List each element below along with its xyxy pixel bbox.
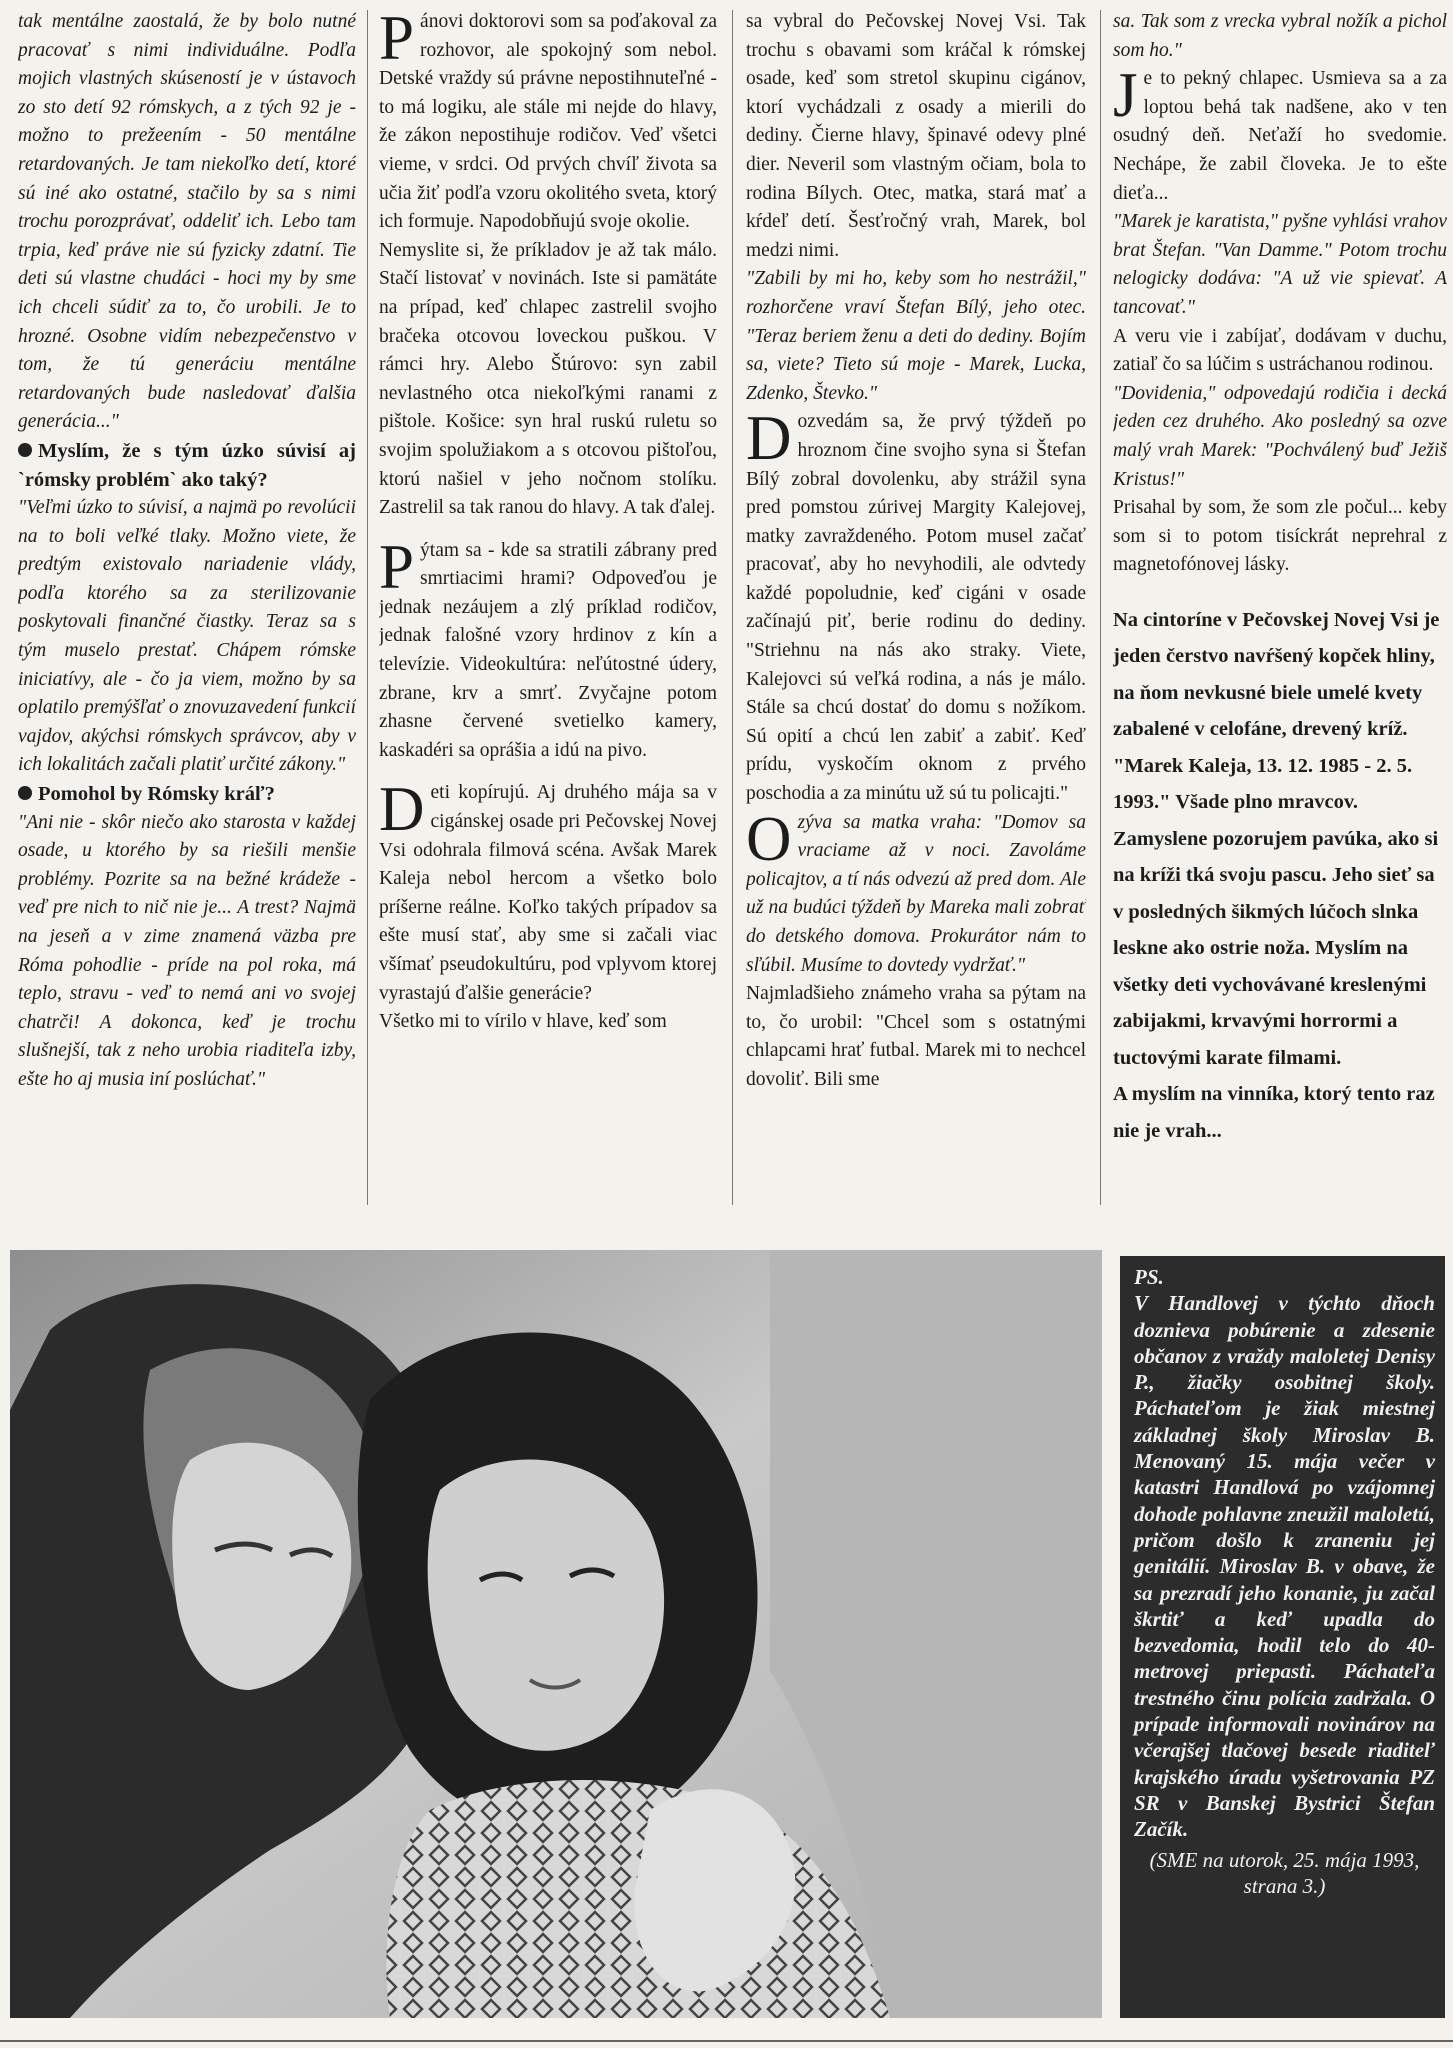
closing-paragraph: Zamyslene pozorujem pavúka, ako si na kríži tká svoju pascu. Jeho sieť sa v posledných šikmých lúčoch slnka leskne ako ostrie noža. Myslím na všetky deti vychovávané kreslenými zabijakmi, krvavými horrormi a tuctovými karate filmami.: [1113, 827, 1439, 1069]
article-paragraph: Prisahal by som, že som zle počul... keby som si to potom tisíckrát neprehral z magnetofónovej lásky.: [1113, 497, 1447, 576]
article-paragraph: [746, 403, 1086, 808]
article-paragraph: [1113, 60, 1447, 208]
page-bottom-rule: [0, 2040, 1453, 2042]
ps-text: V Handlovej v týchto dňoch doznieva pobúrenie a zdesenie občanov z vraždy maloletej Denisy P., žiačky osobitnej školy. Páchateľom je žiak miestnej základnej školy Miroslav B. Menovaný 15. mája večer v katastri Handlová po vzájomnej dohode pohlavne zneužil maloletú, pričom došlo k zraneniu jej genitálií. Miroslav B. v obave, že sa prezradí jeho konanie, ju začal škrtiť a keď upadla do bezvedomia, hodil telo do 40-metrovej priepasti. Páchateľa trestného činu polícia zadržala. O prípade informovali novinárov na včerajšej tlačovej besede riaditeľ krajského úradu vyšetrovania PZ SR v Banskej Bystrici Štefan Začík.: [1134, 1291, 1435, 1842]
closing-paragraph: A myslím na vinníka, ktorý tento raz nie je vrah...: [1113, 1083, 1435, 1142]
article-paragraph: A veru vie i zabíjať, dodávam v duchu, zatiaľ čo sa lúčim s ustráchanou rodinou.: [1113, 325, 1447, 376]
question-text: Pomohol by Rómsky kráľ?: [38, 783, 275, 806]
quote-paragraph: "Zabili by mi ho, keby som ho nestrážil," rozhorčene vraví Štefan Bílý, jeho otec. "Teraz beriem ženu a deti do dediny. Bojím sa, viete? Tieto sú moje - Marek, Lucka, Zdenko, Števko.": [746, 268, 1086, 404]
ps-source: (SME na utorok, 25. mája 1993, strana 3.): [1149, 1847, 1420, 1898]
drop-cap: D: [379, 774, 425, 845]
interview-question: [18, 780, 356, 809]
paragraph-text: e to pekný chlapec. Usmieva sa a za loptou behá tak nadšene, ako v ten osudný deň. Neťaží ho svedomie. Nechápe, že zabil človeka. Je to ešte dieťa...: [1113, 68, 1447, 204]
article-paragraph: Nemyslite si, že príkladov je až tak málo. Stačí listovať v novinách. Iste si pamätáte na prípad, keď chlapec zastrelil svojho bračeka otcovou loveckou puškou. V rámci hry. Alebo Štúrovo: syn zabil nevlastného otca niekoľkými ranami z pištole. Košice: syn hral ruskú ruletu so svojim spolužiakom a s otcovou pištoľou, ktorú našiel v jeho nočnom stolíku. Zastrelil sa tak ranou do hlavy. A tak ďalej.: [379, 239, 717, 519]
drop-cap: O: [746, 803, 792, 874]
interview-question: [18, 437, 356, 494]
ps-sidebar: [1120, 1256, 1445, 2018]
closing-paragraph: Na cintoríne v Pečovskej Novej Vsi je jeden čerstvo navŕšený kopček hliny, na ňom nevkusné biele umelé kvety zabalené v celofáne, drevený kríž. "Marek Kaleja, 13. 12. 1985 - 2. 5. 1993." Všade plno mravcov.: [1113, 608, 1440, 814]
drop-cap: P: [379, 8, 415, 73]
interview-answer: "Ani nie - skôr niečo ako starosta v každej osade, u ktorého by sa riešili menšie problémy. Pozrite sa na bežné krádeže - veď pre nich to nič nie je... A trest? Najmä na jeseň a v zime znamená väzba pre Róma pohodlie - príde na pol roka, má teplo, stravu - veď to nemá ani vo svojej chatrči! A dokonca, keď je trochu slušnejší, tak z neho urobia riaditeľa izby, ešte ho aj musia iní poslúchať.": [18, 811, 356, 1090]
paragraph-text: eti kopírujú. Aj druhého mája sa v cigánskej osade pri Pečovskej Novej Vsi odohrala filmová scéna. Avšak Marek Kaleja nebol hercom a všetko bolo príšerne reálne. Koľko takých prípadov sa ešte musí stať, aby sme si začali viac všímať pseudokultúru, pod vplyvom ktorej vyrastajú ďalšie generácie?: [379, 782, 717, 1004]
article-paragraph: [379, 8, 717, 237]
drop-cap: P: [379, 531, 415, 602]
article-column-3: [746, 8, 1086, 1213]
quote-paragraph: "Marek je karatista," pyšne vyhlási vrahov brat Štefan. "Van Damme." Potom trochu nelogicky dodáva: "A už vie spievať. A tancovať.": [1113, 211, 1447, 318]
photo-image: [10, 1250, 1102, 2018]
article-paragraph: Všetko mi to vírilo v hlave, keď som: [379, 1011, 667, 1033]
article-column-4: [1113, 8, 1447, 1213]
article-photo: [10, 1250, 1102, 2018]
paragraph-text: zýva sa matka vraha: "Domov sa vraciame až v noci. Zavoláme policajtov, a tí nás odvezú až pred dom. Ale už na budúci týždeň by Mareka mali zobrať do detského domova. Prokurátor nám to sľúbil. Musíme to dovtedy vydržať.": [746, 811, 1086, 976]
interview-answer: "Veľmi úzko to súvisí, a najmä po revolúcii na to boli veľké tlaky. Možno viete, že predtým existovalo nariadenie vlády, podľa ktorého sa za sterilizovanie poskytovali finančné čiastky. Teraz sa s tým muselo prestať. Chápem rómske iniciatívy, ale - čo ja viem, možno by sa oplatilo premýšľať o znovuzavedení funkcií vajdov, akýchsi rómskych správcov, aby v ich lokalitách začali platiť určité zákony.": [18, 497, 356, 776]
quote-paragraph: "Dovidenia," odpovedajú rodičia i decká jeden cez druhého. Ako posledný sa ozve malý vrah Marek: "Pochválený buď Ježiš Kristus!": [1113, 382, 1447, 490]
ps-heading: PS.: [1134, 1265, 1164, 1289]
bullet-icon: [18, 443, 32, 457]
column-divider: [732, 10, 733, 1205]
drop-cap: D: [746, 403, 792, 474]
bullet-icon: [18, 786, 32, 800]
quote-paragraph: sa. Tak som z vrecka vybral nožík a pichol som ho.": [1113, 11, 1447, 61]
article-paragraph: Najmladšieho známeho vraha sa pýtam na to, čo urobil: "Chcel som s ostatnými chlapcami hrať futbal. Marek mi to nechcel dovoliť. Bili sme: [746, 983, 1086, 1090]
paragraph-text: ozvedám sa, že prvý týždeň po hroznom čine svojho syna si Štefan Bílý zobral dovolenku, aby strážil syna pred pomstou zúrivej Margity Kalejovej, matky zavraždeného. Potom musel začať pracovať, aby ho nevyhodili, ale odvtedy každé popoludnie, keď cigáni v osade začínajú piť, berie rodinu do dediny. "Striehnu na nás ako straky. Viete, Kalejovci sú veľká rodina, a nás je málo. Stále sa chcú dostať do domu s nožíkom. Sú opití a chcú len zabiť a zabiť. Keď prídu, vyskočím oknom z prvého poschodia a za minútu už sú tu policajti.": [746, 411, 1086, 805]
question-text: Myslím, že s tým úzko súvisí aj `rómsky problém` ako taký?: [18, 439, 356, 491]
column-divider: [367, 10, 368, 1205]
interview-answer: tak mentálne zaostalá, že by bolo nutné pracovať s nimi individuálne. Podľa mojich vlastných skúseností je v ústavoch zo sto detí 92 rómskych, a z tých 92 je - možno to prežeením - 50 mentálne retardovaných. Je tam niekoľko detí, ktoré sú iné ako ostatné, stačilo by sa s nimi trochu porozprávať, oddeliť ich. Lebo tam trpia, keď práve nie sú fyzicky zdatní. Tie deti sú vlastne chudáci - hoci my by sme ich chceli súdiť za to, čo urobili. Je to hrozné. Osobne vidím nebezpečenstvo v tom, že tú generáciu mentálne retardovaných bude nasledovať ďalšia generácia...": [18, 11, 356, 433]
article-column-2: [379, 8, 717, 1213]
article-paragraph: [379, 774, 717, 1008]
article-paragraph: [379, 531, 717, 766]
article-column-1: [18, 8, 356, 1213]
quote-paragraph: [746, 803, 1086, 981]
paragraph-text: ánovi doktorovi som sa poďakoval za rozhovor, ale spokojný som nebol. Detské vraždy sú právne nepostihnuteľné - to má logiku, ale stále mi nejde do hlavy, že zákon nepostihuje rodičov. Veď všetci vieme, v srdci. Od prvých chvíľ života sa učia žiť podľa vzoru okolitého sveta, ktorý ich formuje. Napodobňujú svoje okolie.: [379, 11, 717, 233]
paragraph-text: ýtam sa - kde sa stratili zábrany pred smrtiacimi hrami? Odpoveďou je jednak nezáujem a zlý príklad rodičov, jednak falošné vzory hrdinov z kín a televízie. Videokultúra: neľútostné údery, zbrane, krv a smrť. Zvyčajne potom zhasne červené svetielko kamery, kaskadéri sa oprášia a idú na pivo.: [379, 539, 717, 761]
drop-cap: J: [1113, 60, 1138, 131]
article-paragraph: sa vybral do Pečovskej Novej Vsi. Tak trochu s obavami som kráčal k rómskej osade, keď som stretol skupinu cigánov, ktorí vychádzali z osady a mierili do dediny. Čierne hlavy, špinavé odevy plné dier. Neveril som vlastným očiam, bola to rodina Bílych. Otec, matka, stará mať a kŕdeľ detí. Šesťročný vrah, Marek, bol medzi nimi.: [746, 11, 1086, 261]
column-divider: [1100, 10, 1101, 1205]
